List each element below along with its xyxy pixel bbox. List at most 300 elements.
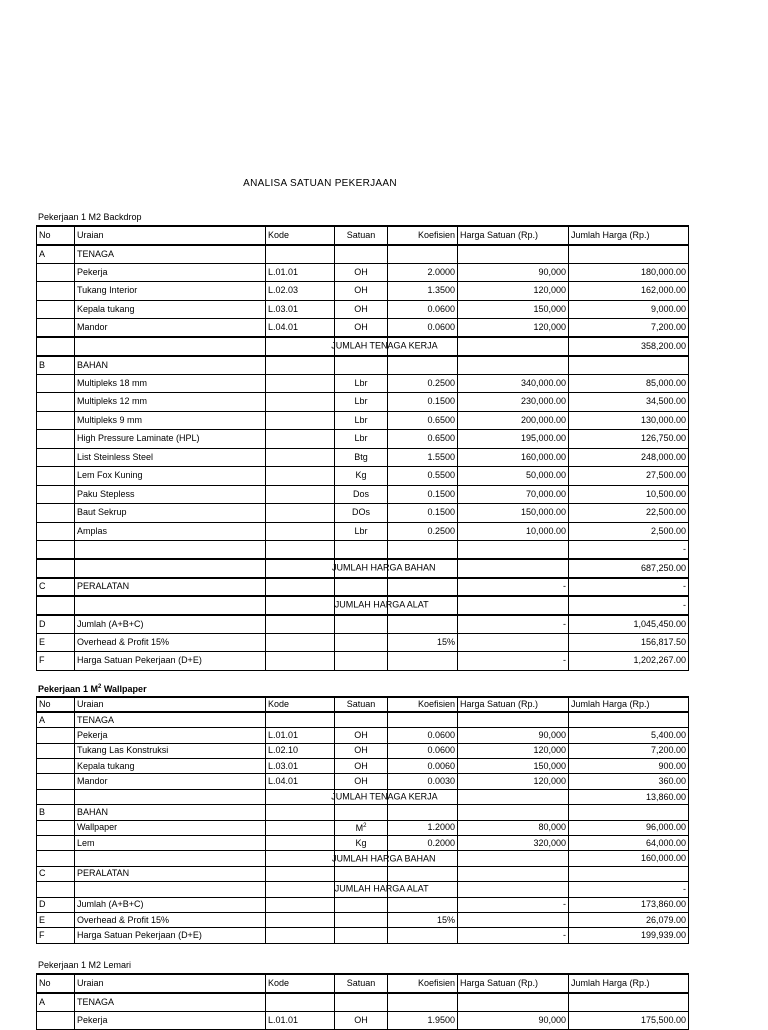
table-cell: 27,500.00 [569,467,689,486]
table-cell: - [458,615,569,634]
table-cell [569,805,689,820]
table-cell: High Pressure Laminate (HPL) [75,430,266,449]
table-row [37,912,689,927]
table-cell [458,789,569,804]
table-cell [388,615,458,634]
table-cell: 15% [388,912,458,927]
table-cell [37,759,75,774]
table-cell [332,559,436,578]
table-cell: C [37,866,75,881]
table-cell: 0.1500 [388,504,458,523]
table-cell: 150,000 [458,759,569,774]
table-cell: L.02.03 [266,282,335,301]
table-cell: 26,079.00 [569,912,689,927]
table-row [37,448,689,467]
table-cell: 64,000.00 [569,836,689,851]
column-header: Koefisien [388,697,458,712]
table-cell: L.02.10 [266,743,335,758]
subtotal-label: JUMLAH HARGA ALAT [334,599,429,610]
table-row [37,633,689,652]
table-cell: Amplas [75,522,266,541]
table-cell: A [37,712,75,727]
table-cell: 90,000 [458,728,569,743]
table-cell [266,866,335,881]
table-cell: 0.6500 [388,430,458,449]
table-cell: D [37,615,75,634]
table-cell [37,393,75,412]
section-caption: Pekerjaan 1 M2 Backdrop [38,212,142,222]
table-cell: Mandor [75,319,266,338]
table-cell [335,993,388,1012]
table-cell [335,652,388,671]
table-cell [388,712,458,727]
column-header: Jumlah Harga (Rp.) [569,226,689,245]
table-cell [37,743,75,758]
table-cell: 180,000.00 [569,263,689,282]
table-cell [75,789,266,804]
table-cell [335,578,388,597]
table-cell [458,866,569,881]
table-cell: 200,000.00 [458,411,569,430]
table-cell [266,541,335,560]
table-cell: - [458,928,569,943]
table-cell [37,467,75,486]
table-cell [266,836,335,851]
table-cell [266,245,335,264]
table-row [37,820,689,835]
table-cell [266,337,335,356]
table-cell [266,615,335,634]
table-cell [335,912,388,927]
table-row [37,596,689,615]
table-cell: 687,250.00 [569,559,689,578]
table-cell: - [458,652,569,671]
table-cell [458,245,569,264]
column-header: Jumlah Harga (Rp.) [569,697,689,712]
table-cell [37,430,75,449]
table-cell: OH [335,319,388,338]
column-header: Jumlah Harga (Rp.) [569,974,689,993]
table-cell [458,559,569,578]
table-cell: 70,000.00 [458,485,569,504]
table-cell: 9,000.00 [569,300,689,319]
table-cell: 1.3500 [388,282,458,301]
table-cell: OH [335,743,388,758]
table-cell [37,337,75,356]
table-cell: DOs [335,504,388,523]
table-cell [331,337,438,356]
table-cell: Multipleks 18 mm [75,374,266,393]
column-header: Kode [266,974,335,993]
table-cell: Mandor [75,774,266,789]
table-cell: PERALATAN [75,578,266,597]
column-header: No [37,697,75,712]
table-cell: Kg [335,467,388,486]
subtotal-label: JUMLAH HARGA ALAT [334,883,429,894]
table-cell: 0.0030 [388,774,458,789]
column-header: Uraian [75,697,266,712]
table-cell: D [37,897,75,912]
table-cell: 126,750.00 [569,430,689,449]
table-cell [37,263,75,282]
table-cell: Lem Fox Kuning [75,467,266,486]
table-cell [458,356,569,375]
table-cell: E [37,912,75,927]
table-cell: List Steinless Steel [75,448,266,467]
table-cell [266,411,335,430]
table-cell [458,596,569,615]
table-cell: 1.5500 [388,448,458,467]
table-cell: OH [335,282,388,301]
table-cell [334,596,429,615]
table-cell: Lbr [335,374,388,393]
table-cell: - [458,578,569,597]
table-row [37,504,689,523]
table-cell: Pekerja [75,728,266,743]
table-row [37,866,689,881]
table-cell: 320,000 [458,836,569,851]
analysis-table-lemari [36,973,689,1030]
table-cell [37,541,75,560]
table-row [37,300,689,319]
table-cell [335,866,388,881]
column-header: No [37,226,75,245]
table-row [37,337,689,356]
table-row [37,430,689,449]
table-cell [331,789,438,804]
table-cell: 360.00 [569,774,689,789]
table-cell [388,993,458,1012]
page-title: ANALISA SATUAN PEKERJAAN [243,178,397,189]
table-cell [75,541,266,560]
table-cell: L.03.01 [266,759,335,774]
table-cell: E [37,633,75,652]
table-cell [388,928,458,943]
table-cell [388,897,458,912]
table-cell [266,393,335,412]
table-cell: F [37,652,75,671]
table-cell: 340,000.00 [458,374,569,393]
table-cell: 0.5500 [388,467,458,486]
table-cell: 0.2000 [388,836,458,851]
table-cell: 7,200.00 [569,319,689,338]
table-cell: B [37,805,75,820]
table-row [37,805,689,820]
table-cell: - [569,578,689,597]
table-cell: 90,000 [458,1011,569,1030]
table-cell: Lbr [335,430,388,449]
table-cell: 2,500.00 [569,522,689,541]
table-cell: 0.0060 [388,759,458,774]
table-cell [75,559,266,578]
table-cell [75,882,266,897]
table-cell [335,712,388,727]
table-cell: Harga Satuan Pekerjaan (D+E) [75,652,266,671]
table-cell: 0.6500 [388,411,458,430]
table-cell: 2.0000 [388,263,458,282]
table-cell: 248,000.00 [569,448,689,467]
table-cell: 34,500.00 [569,393,689,412]
table-row [37,652,689,671]
table-cell: 10,500.00 [569,485,689,504]
table-cell [266,820,335,835]
table-cell [37,836,75,851]
table-cell: TENAGA [75,712,266,727]
table-cell: C [37,578,75,597]
table-row [37,836,689,851]
table-cell [569,866,689,881]
table-cell [335,928,388,943]
table-cell: OH [335,263,388,282]
table-cell [266,805,335,820]
column-header: Uraian [75,974,266,993]
table-cell [335,805,388,820]
table-cell: 199,939.00 [569,928,689,943]
column-header: Satuan [335,974,388,993]
table-cell [388,245,458,264]
table-cell [458,712,569,727]
table-cell: Jumlah (A+B+C) [75,897,266,912]
column-header: No [37,974,75,993]
table-cell [335,356,388,375]
table-cell: 120,000 [458,774,569,789]
table-cell: 80,000 [458,820,569,835]
table-cell: 195,000.00 [458,430,569,449]
table-cell: - [569,541,689,560]
table-row [37,774,689,789]
table-row [37,615,689,634]
table-cell: OH [335,728,388,743]
table-cell [458,337,569,356]
table-cell: Paku Stepless [75,485,266,504]
table-cell [266,596,335,615]
table-cell [37,485,75,504]
table-cell [75,337,266,356]
table-cell: TENAGA [75,993,266,1012]
subtotal-label: JUMLAH TENAGA KERJA [331,340,438,351]
table-row [37,851,689,866]
table-cell [334,882,429,897]
table-cell: B [37,356,75,375]
table-cell [388,866,458,881]
table-cell: 358,200.00 [569,337,689,356]
table-cell [388,356,458,375]
table-cell [458,805,569,820]
table-cell: Baut Sekrup [75,504,266,523]
table-cell: Wallpaper [75,820,266,835]
table-row [37,743,689,758]
table-cell: Dos [335,485,388,504]
table-header-row [37,974,689,993]
table-cell [37,789,75,804]
table-row [37,882,689,897]
table-cell: L.04.01 [266,319,335,338]
table-row [37,282,689,301]
table-row [37,789,689,804]
table-cell [569,245,689,264]
table-cell: F [37,928,75,943]
table-cell: 0.0600 [388,728,458,743]
table-cell: 1,202,267.00 [569,652,689,671]
table-cell [37,374,75,393]
table-cell [458,912,569,927]
table-row [37,467,689,486]
table-cell [37,559,75,578]
table-cell [37,820,75,835]
table-cell: 1.2000 [388,820,458,835]
table-cell [266,578,335,597]
table-cell [266,652,335,671]
table-cell [458,882,569,897]
table-cell: 96,000.00 [569,820,689,835]
table-cell: Kg [335,836,388,851]
table-cell: Multipleks 12 mm [75,393,266,412]
table-row [37,356,689,375]
analysis-table-backdrop [36,225,689,671]
table-cell [266,851,335,866]
table-cell [388,578,458,597]
table-cell: L.03.01 [266,300,335,319]
column-header: Uraian [75,226,266,245]
table-cell: 0.0600 [388,743,458,758]
table-cell: A [37,993,75,1012]
table-cell: 90,000 [458,263,569,282]
table-cell: Harga Satuan Pekerjaan (D+E) [75,928,266,943]
table-cell: 22,500.00 [569,504,689,523]
table-cell: 15% [388,633,458,652]
table-cell [332,851,436,866]
table-cell [37,851,75,866]
table-cell [335,615,388,634]
table-row [37,319,689,338]
table-cell: 156,817.50 [569,633,689,652]
table-cell [75,851,266,866]
table-cell [75,596,266,615]
table-cell [458,851,569,866]
table-cell [37,504,75,523]
table-cell: - [458,897,569,912]
table-row [37,485,689,504]
table-row [37,578,689,597]
table-cell: 0.1500 [388,485,458,504]
column-header: Kode [266,697,335,712]
table-cell: 0.1500 [388,393,458,412]
table-cell [37,282,75,301]
table-cell [388,652,458,671]
table-cell [569,356,689,375]
table-cell: L.01.01 [266,728,335,743]
table-row [37,393,689,412]
table-cell: Jumlah (A+B+C) [75,615,266,634]
table-cell [266,356,335,375]
table-cell [266,928,335,943]
table-cell: Tukang Interior [75,282,266,301]
analysis-table-wallpaper [36,696,689,944]
table-cell: 50,000.00 [458,467,569,486]
table-cell [37,882,75,897]
table-cell [335,541,388,560]
subtotal-label: JUMLAH HARGA BAHAN [332,853,436,864]
table-cell: 0.2500 [388,522,458,541]
table-cell: 160,000.00 [458,448,569,467]
table-cell: OH [335,1011,388,1030]
table-cell [37,411,75,430]
table-cell: Lbr [335,411,388,430]
table-cell [266,467,335,486]
section-caption: Pekerjaan 1 $M^2$ Wallpaper [38,684,147,694]
table-cell: 85,000.00 [569,374,689,393]
table-cell: 173,860.00 [569,897,689,912]
table-cell: Lem [75,836,266,851]
column-header: Harga Satuan (Rp.) [458,974,569,993]
table-cell [266,633,335,652]
table-row [37,712,689,727]
table-row [37,522,689,541]
table-cell [266,504,335,523]
table-row [37,263,689,282]
table-row [37,559,689,578]
table-cell: OH [335,759,388,774]
table-cell [37,1011,75,1030]
table-cell: 5,400.00 [569,728,689,743]
table-cell: TENAGA [75,245,266,264]
table-cell: Overhead & Profit 15% [75,633,266,652]
table-cell: 175,500.00 [569,1011,689,1030]
table-cell: Pekerja [75,263,266,282]
table-cell [37,319,75,338]
table-cell [266,374,335,393]
table-cell: 162,000.00 [569,282,689,301]
table-cell [388,541,458,560]
table-cell [335,633,388,652]
table-header-row [37,697,689,712]
table-row [37,728,689,743]
subtotal-label: JUMLAH TENAGA KERJA [331,791,438,802]
table-cell [37,300,75,319]
table-cell: Tukang Las Konstruksi [75,743,266,758]
table-cell: Lbr [335,393,388,412]
table-row [37,374,689,393]
column-header: Koefisien [388,226,458,245]
table-cell [569,712,689,727]
table-cell: 900.00 [569,759,689,774]
section-caption: Pekerjaan 1 M2 Lemari [38,960,132,970]
table-cell: Multipleks 9 mm [75,411,266,430]
table-cell: 0.0600 [388,300,458,319]
table-cell [569,993,689,1012]
table-cell [37,596,75,615]
table-cell [458,541,569,560]
table-cell: 230,000.00 [458,393,569,412]
table-cell [266,559,335,578]
table-cell [388,805,458,820]
table-cell: 0.2500 [388,374,458,393]
table-cell [37,522,75,541]
table-cell: A [37,245,75,264]
table-cell: BAHAN [75,356,266,375]
table-cell: $M^2$ [335,820,388,835]
table-cell [266,485,335,504]
table-cell [37,448,75,467]
table-cell: 1.9500 [388,1011,458,1030]
table-cell: 150,000 [458,300,569,319]
table-cell: BAHAN [75,805,266,820]
table-cell: 150,000.00 [458,504,569,523]
table-cell: OH [335,774,388,789]
table-cell: L.01.01 [266,263,335,282]
table-cell: 160,000.00 [569,851,689,866]
table-cell [266,522,335,541]
